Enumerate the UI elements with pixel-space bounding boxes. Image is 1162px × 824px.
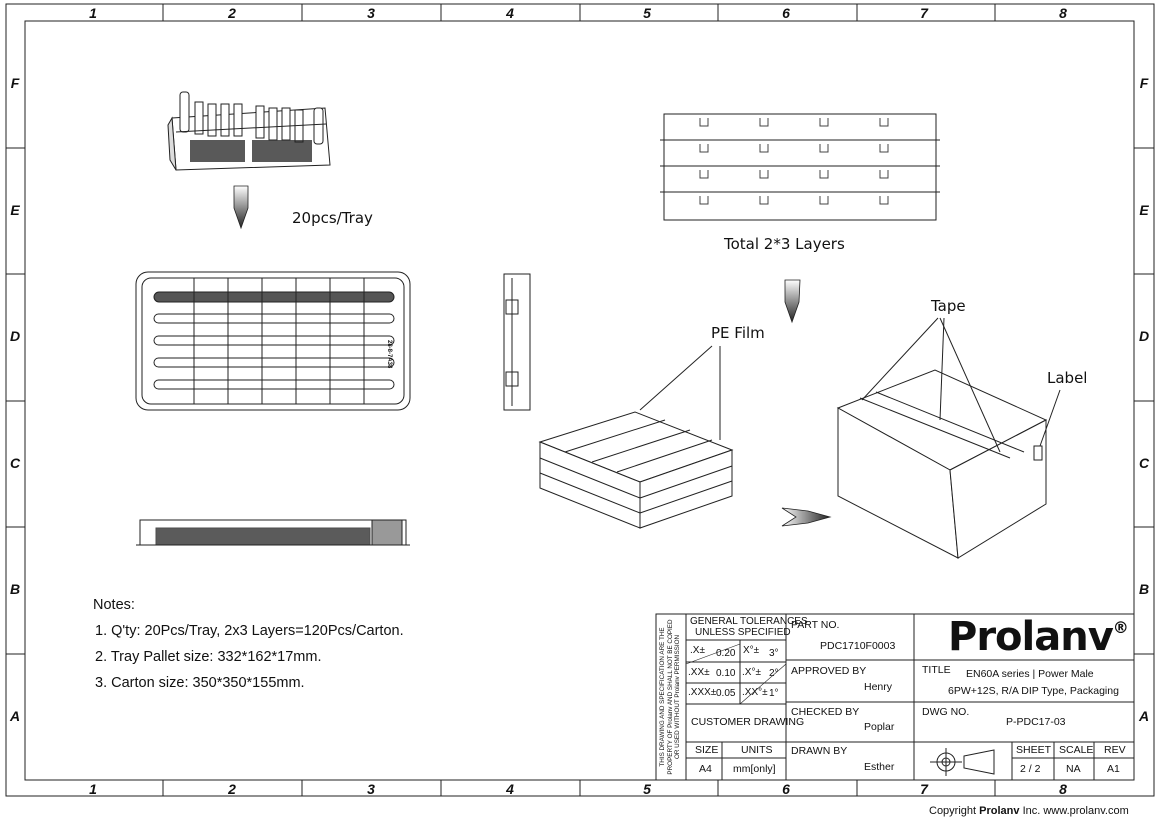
zone-col-4-bottom: 4 [506,781,514,797]
projection-symbol-icon [930,748,994,776]
sheet-value: 2 / 2 [1020,763,1041,775]
callout-tray-qty: 20pcs/Tray [292,209,373,227]
tol-lin-label-3: .XXX± [688,687,717,698]
units-label: UNITS [741,744,773,756]
tol-ang-label-3: .XX°± [742,687,768,698]
zone-row-e-left: E [10,202,20,218]
approved-by-label: APPROVED BY [791,665,867,677]
zone-col-3-bottom: 3 [367,781,375,797]
tol-lin-label-1: .X± [690,645,705,656]
callout-tape: Tape [931,297,966,315]
zone-row-b-right: B [1138,581,1150,597]
zone-col-5-top: 5 [643,5,651,21]
tray-stack-isometric [540,412,732,528]
tolerances-title: GENERAL TOLERANCES [690,616,808,627]
tol-lin-label-2: .XX± [688,667,710,678]
zone-col-7-top: 7 [920,5,928,21]
scale-value: NA [1066,763,1081,775]
size-label: SIZE [695,744,719,756]
zone-col-8-bottom: 8 [1059,781,1067,797]
stacked-layers-view [660,114,940,220]
tray-marking: 28-8-7A38 [386,340,392,369]
note-item-2: 2. Tray Pallet size: 332*162*17mm. [95,649,322,665]
side-text-line-3: OR USED WITHOUT Prolanv PERMISSION [674,634,681,760]
drawn-by-label: DRAWN BY [791,745,848,757]
zone-row-f-left: F [10,75,20,91]
tol-ang-val-3: 1° [769,688,779,699]
flow-arrow-down-2 [785,280,800,322]
side-text-line-2: PROPERTY OF Prolanv AND SHALL NOT BE COPIED [666,619,674,775]
callout-pe-film: PE Film [711,324,765,342]
units-value: mm[only] [733,763,776,775]
notes-heading: Notes: [93,597,135,613]
flow-arrow-right [782,508,830,526]
company-logo [948,614,1128,660]
scale-label: SCALE [1059,744,1094,756]
zone-col-8-top: 8 [1059,5,1067,21]
zone-col-3-top: 3 [367,5,375,21]
note-item-3: 3. Carton size: 350*350*155mm. [95,675,305,691]
logo-text: Prolanv [948,614,1113,660]
sheet-label: SHEET [1016,744,1052,756]
rev-value: A1 [1107,763,1120,775]
zone-col-2-top: 2 [228,5,236,21]
part-no-label: PART NO. [791,619,840,631]
rev-label: REV [1104,744,1126,756]
zone-col-5-bottom: 5 [643,781,651,797]
tol-lin-val-3: 0.05 [716,688,736,699]
zone-col-2-bottom: 2 [228,781,236,797]
zone-col-1-top: 1 [89,5,97,21]
tol-ang-val-1: 3° [769,648,779,659]
size-value: A4 [699,763,712,775]
zone-row-b-left: B [9,581,21,597]
tray-top-view [136,272,410,410]
zone-col-6-bottom: 6 [782,781,790,797]
zone-col-7-bottom: 7 [920,781,928,797]
part-no-value: PDC1710F0003 [820,640,896,652]
zone-row-d-left: D [9,328,21,344]
notes-block [93,592,404,696]
copyright-line [929,805,1129,817]
copyright-brand: Prolanv [979,805,1020,817]
dwg-no-label: DWG NO. [922,706,970,718]
connector-illustration [168,92,330,170]
tray-front-view [136,520,410,545]
drawn-by-value: Esther [864,761,895,773]
dwg-no-value: P-PDC17-03 [1006,716,1066,728]
approved-by-value: Henry [864,681,893,693]
tol-lin-val-1: 0.20 [716,648,736,659]
zone-row-d-right: D [1138,328,1150,344]
side-text-line-1: THIS DRAWING AND SPECIFICATION ARE THE [659,627,666,767]
flow-arrow-down-1 [234,186,248,228]
customer-drawing-label: CUSTOMER DRAWING [691,716,805,728]
zone-col-4-top: 4 [506,5,514,21]
logo-registered-mark: ® [1112,618,1128,637]
tol-lin-val-2: 0.10 [716,668,736,679]
tolerances-subtitle: UNLESS SPECIFIED [695,627,791,638]
note-item-1: 1. Q'ty: 20Pcs/Tray, 2x3 Layers=120Pcs/Carton. [95,623,404,639]
tol-ang-label-2: .X°± [742,667,761,678]
zone-col-1-bottom: 1 [89,781,97,797]
zone-row-a-left: A [9,708,21,724]
zone-row-c-left: C [9,455,21,471]
carton-isometric [838,370,1046,558]
tol-ang-val-2: 2° [769,668,779,679]
title-line-1: EN60A series | Power Male [966,668,1094,680]
callout-label: Label [1047,369,1088,387]
copyright-prefix: Copyright [929,805,977,817]
checked-by-label: CHECKED BY [791,706,860,718]
title-block-side-text [659,617,682,777]
zone-row-e-right: E [1139,202,1149,218]
zone-row-c-right: C [1138,455,1150,471]
title-label: TITLE [922,664,951,676]
callout-layers: Total 2*3 Layers [724,235,845,253]
tol-ang-label-1: X°± [743,645,760,656]
zone-row-f-right: F [1139,75,1149,91]
copyright-suffix: Inc. www.prolanv.com [1022,805,1129,817]
checked-by-value: Poplar [864,721,895,733]
title-line-2: 6PW+12S, R/A DIP Type, Packaging [948,685,1119,697]
zone-row-a-right: A [1138,708,1150,724]
zone-col-6-top: 6 [782,5,790,21]
tray-side-view [504,274,530,410]
